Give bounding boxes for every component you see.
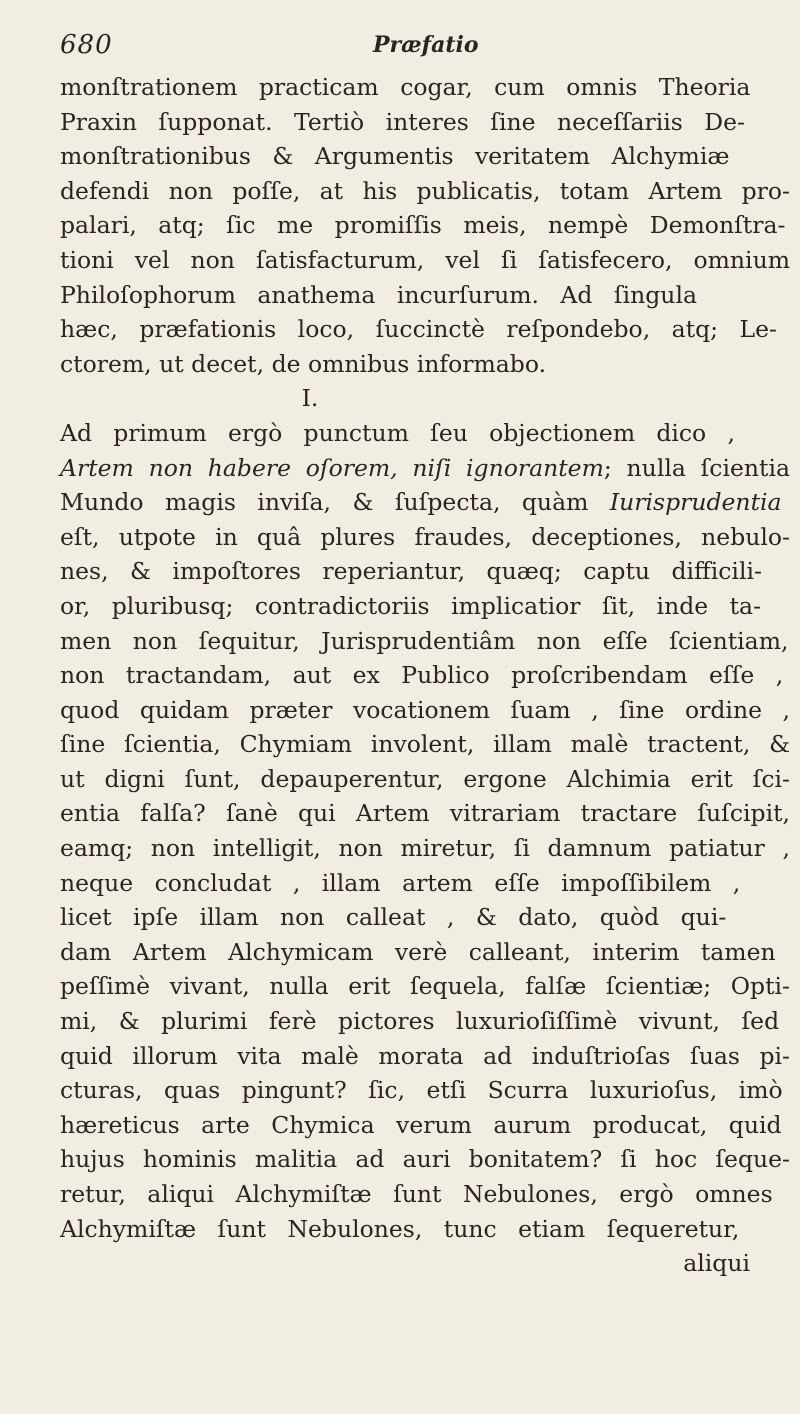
justified-line	[60, 1177, 773, 1212]
justified-line	[60, 900, 726, 935]
text-line	[60, 347, 790, 382]
justified-line	[60, 70, 750, 105]
page-header	[60, 30, 700, 70]
text-line	[60, 1004, 790, 1039]
justified-line	[60, 451, 790, 486]
catchword	[60, 1246, 790, 1281]
text-segment: licet ipſe illam non calleat , & dato, quòd qui-	[60, 903, 727, 932]
justified-line	[60, 693, 790, 728]
text-segment: Philoſophorum anathema incurſurum. Ad ſingula	[60, 280, 697, 309]
text-segment: Ad primum ergò punctum ſeu objectionem dico ,	[60, 418, 735, 447]
justified-line	[60, 969, 790, 1004]
italic-phrase: Iurisprudentia	[609, 488, 782, 517]
justified-line	[60, 1212, 739, 1247]
justified-line	[60, 1108, 782, 1143]
text-line	[60, 1177, 790, 1212]
text-line	[60, 762, 790, 797]
text-segment: hujus hominis malitia ad auri bonitatem? ſi hoc ſeque-	[60, 1145, 790, 1174]
text-line	[60, 935, 790, 970]
text-line	[60, 485, 790, 520]
text-line	[60, 693, 790, 728]
justified-line	[60, 174, 790, 209]
text-segment: monſtrationem practicam cogar, cum omnis Theoria	[60, 73, 751, 101]
text-segment: or, pluribusq; contradictoriis implicatior ſit, inde ta-	[60, 591, 762, 620]
text-segment: eamq; non intelligit, non miretur, ſi damnum patiatur ,	[60, 834, 790, 863]
text-line	[60, 243, 790, 278]
text-line	[60, 796, 790, 831]
justified-line	[60, 935, 776, 970]
justified-line	[60, 243, 790, 278]
text-line	[60, 658, 790, 693]
text-segment: quid illorum vita malè morata ad induſtrioſas ſuas pi-	[60, 1041, 790, 1070]
justified-line	[60, 554, 762, 589]
justified-line	[60, 1142, 790, 1177]
text-line	[60, 727, 790, 762]
text-segment: Alchymiſtæ ſunt Nebulones, tunc etiam ſequeretur,	[60, 1214, 740, 1243]
text-segment: ſine ſcientia, Chymiam involent, illam malè tractent, &	[60, 730, 790, 759]
text-segment: peſſimè vivant, nulla erit ſequela, falſæ ſcientiæ; Opti-	[60, 972, 790, 1001]
text-segment: men non ſequitur, Jurisprudentiâm non eſſe ſcientiam,	[60, 626, 789, 655]
text-line	[60, 139, 790, 174]
body-text	[60, 70, 790, 1281]
text-line	[60, 1039, 790, 1074]
text-line	[60, 1073, 790, 1108]
text-segment: tioni vel non ſatisfacturum, vel ſi ſatisfecero, omnium	[60, 245, 790, 274]
text-segment: mi, & plurimi ferè pictores luxurioſiſſimè vivunt, ſed	[60, 1007, 780, 1036]
text-segment: Praxin ſupponat. Tertiò interes ſine neceſſariis De-	[60, 107, 745, 136]
text-line	[60, 866, 790, 901]
text-segment: hæc, præfationis loco, ſuccinctè reſpondebo, atq; Le-	[60, 315, 777, 344]
section-number	[60, 381, 790, 416]
text-line	[60, 589, 790, 624]
text-line	[60, 208, 790, 243]
justified-line	[60, 485, 782, 520]
justified-line	[60, 831, 790, 866]
justified-line	[60, 139, 729, 174]
text-segment: defendi non poſſe, at his publicatis, totam Artem pro-	[60, 176, 790, 205]
text-segment: cturas, quas pingunt? ſic, etſi Scurra luxurioſus, imò	[60, 1076, 783, 1105]
text-line	[60, 520, 790, 555]
justified-line	[60, 658, 783, 693]
text-line	[60, 1142, 790, 1177]
text-line	[60, 554, 790, 589]
text-segment: entia falſa? ſanè qui Artem vitrariam tractare ſuſcipit,	[60, 799, 790, 828]
justified-line	[60, 312, 777, 347]
justified-line	[60, 1073, 783, 1108]
justified-line	[60, 208, 785, 243]
text-segment: nes, & impoſtores reperiantur, quæq; captu difficili-	[60, 557, 762, 586]
justified-line	[60, 105, 745, 140]
text-line	[60, 105, 790, 140]
text-segment: neque concludat , illam artem eſſe impoſſibilem ,	[60, 868, 741, 897]
page-number: 680	[60, 30, 113, 60]
text-segment: ; nulla ſcientia	[603, 453, 790, 482]
justified-line	[60, 1039, 790, 1074]
justified-line	[60, 727, 790, 762]
justified-line	[60, 796, 790, 831]
text-segment: I.	[301, 384, 319, 413]
justified-line	[60, 624, 788, 659]
text-segment: quod quidam præter vocationem ſuam , ſine ordine ,	[60, 695, 790, 724]
text-segment: ctorem, ut decet, de omnibus informabo.	[60, 349, 547, 378]
text-segment: retur, aliqui Alchymiſtæ ſunt Nebulones, ergò omnes	[60, 1180, 773, 1208]
running-title: Præfatio	[373, 32, 479, 58]
text-line	[60, 416, 790, 451]
text-line	[60, 278, 790, 313]
text-segment: aliqui	[683, 1249, 750, 1278]
text-line	[60, 312, 790, 347]
justified-line	[60, 1004, 779, 1039]
text-line	[60, 969, 790, 1004]
justified-line	[60, 520, 790, 555]
text-segment: dam Artem Alchymicam verè calleant, interim tamen	[60, 937, 776, 966]
text-segment: palari, atq; ſic me promiſſis meis, nempè Demonſtra-	[60, 211, 786, 240]
text-line	[60, 624, 790, 659]
italic-phrase: Artem non habere oſorem, niſi ignorantem	[60, 453, 604, 482]
justified-line	[60, 762, 790, 797]
text-segment: ut digni ſunt, depauperentur, ergone Alchimia erit ſci-	[60, 764, 790, 793]
text-line	[60, 1108, 790, 1143]
text-line	[60, 70, 790, 105]
text-segment: monſtrationibus & Argumentis veritatem Alchymiæ	[60, 142, 730, 171]
text-segment: hæreticus arte Chymica verum aurum producat, quid	[60, 1110, 782, 1139]
justified-line	[60, 589, 761, 624]
justified-line	[60, 416, 735, 451]
text-line	[60, 1212, 790, 1247]
text-segment: eſt, utpote in quâ plures fraudes, deceptiones, nebulo-	[60, 522, 790, 551]
text-line	[60, 900, 790, 935]
text-line	[60, 831, 790, 866]
justified-line	[60, 866, 740, 901]
text-line	[60, 174, 790, 209]
text-segment: Mundo magis inviſa, & ſuſpecta, quàm	[60, 488, 610, 517]
text-line	[60, 451, 790, 486]
justified-line	[60, 278, 697, 313]
text-segment: non tractandam, aut ex Publico proſcribendam eſſe ,	[60, 661, 784, 690]
